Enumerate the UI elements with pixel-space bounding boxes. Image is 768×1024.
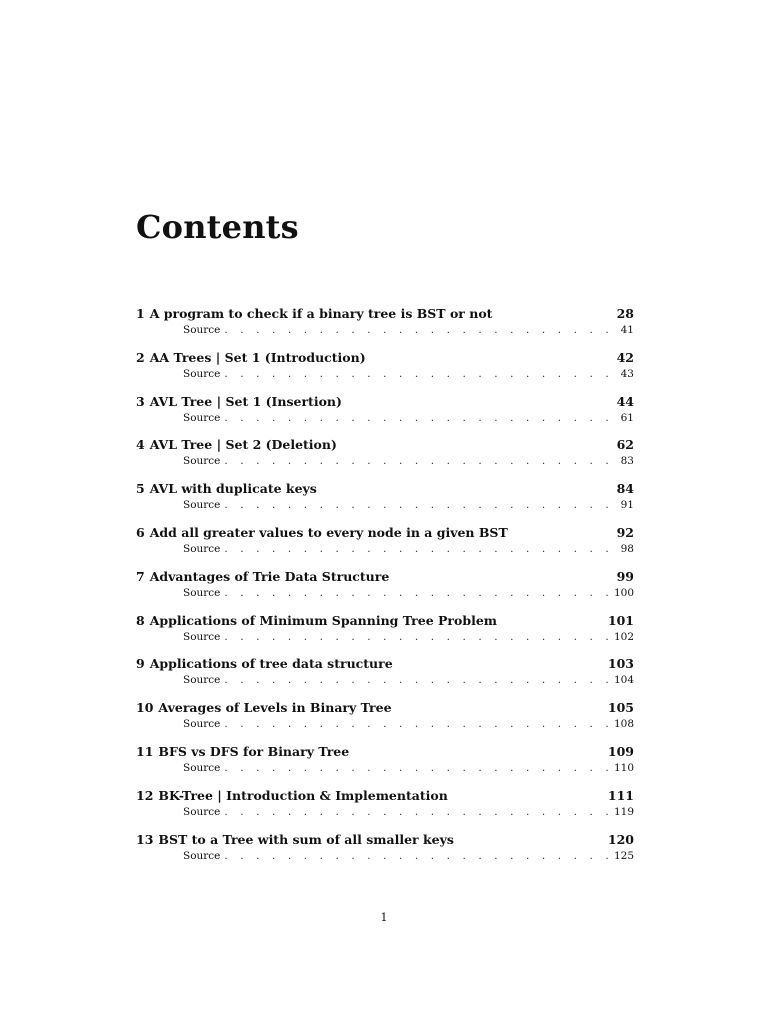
source-link[interactable]: [136, 542, 634, 556]
chapter-title: AVL with duplicate keys: [149, 481, 317, 497]
chapter-link[interactable]: [136, 393, 634, 411]
chapter-number: 13: [136, 831, 154, 847]
chapter-number: 8: [136, 612, 145, 628]
source-label: Source: [183, 411, 221, 424]
chapter-page-number: 84: [616, 481, 634, 497]
source-link[interactable]: [136, 630, 634, 644]
source-label: Source: [183, 630, 221, 643]
toc-entry: [136, 655, 634, 699]
source-page-number: 43: [620, 367, 634, 380]
chapter-link[interactable]: [136, 524, 634, 542]
toc-entry: [136, 436, 634, 480]
dot-leader: [224, 542, 617, 556]
chapter-title: Advantages of Trie Data Structure: [149, 568, 390, 584]
chapter-page-number: 44: [616, 393, 634, 409]
dot-leader: [224, 323, 617, 337]
chapter-link[interactable]: [136, 655, 634, 673]
chapter-page-number: 62: [616, 437, 634, 453]
table-of-contents: [136, 305, 634, 874]
source-link[interactable]: [136, 717, 634, 731]
source-page-number: 102: [613, 630, 634, 643]
source-label: Source: [183, 718, 221, 731]
source-page-number: 98: [620, 542, 634, 555]
chapter-title: Add all greater values to every node in a given BST: [149, 524, 508, 540]
source-label: Source: [183, 761, 221, 774]
dot-leader: [224, 586, 611, 600]
chapter-number: 6: [136, 524, 145, 540]
source-link[interactable]: [136, 805, 634, 819]
source-page-number: 100: [613, 586, 634, 599]
source-label: Source: [183, 586, 221, 599]
dot-leader: [224, 673, 611, 687]
source-page-number: 110: [613, 761, 634, 774]
chapter-page-number: 120: [607, 831, 634, 847]
chapter-link[interactable]: [136, 787, 634, 805]
chapter-link[interactable]: [136, 568, 634, 586]
chapter-heading: [136, 612, 497, 630]
chapter-title: AVL Tree | Set 1 (Insertion): [149, 393, 342, 409]
source-label: Source: [183, 499, 221, 512]
chapter-number: 1: [136, 306, 145, 321]
chapter-title: AA Trees | Set 1 (Introduction): [149, 349, 366, 365]
source-label: Source: [183, 849, 221, 862]
source-page-number: 41: [620, 324, 634, 336]
contents-heading: Contents: [136, 208, 299, 246]
dot-leader: [224, 717, 611, 731]
chapter-heading: [136, 393, 342, 411]
chapter-number: 12: [136, 787, 154, 803]
page-number: 1: [380, 911, 388, 924]
chapter-title: Averages of Levels in Binary Tree: [158, 700, 392, 716]
toc-entry: [136, 699, 634, 743]
chapter-page-number: 103: [607, 656, 634, 672]
dot-leader: [224, 411, 617, 425]
chapter-link[interactable]: [136, 699, 634, 717]
chapter-number: 11: [136, 743, 154, 759]
chapter-number: 10: [136, 700, 154, 716]
toc-entry: [136, 743, 634, 787]
source-link[interactable]: [136, 454, 634, 468]
dot-leader: [224, 805, 611, 819]
chapter-heading: [136, 436, 337, 454]
dot-leader: [224, 630, 611, 644]
chapter-heading: [136, 655, 393, 673]
toc-entry: [136, 349, 634, 393]
source-link[interactable]: [136, 367, 634, 381]
chapter-heading: [136, 568, 389, 586]
chapter-link[interactable]: [136, 349, 634, 367]
dot-leader: [224, 849, 611, 863]
dot-leader: [224, 761, 611, 775]
source-label: Source: [183, 674, 221, 687]
chapter-number: 9: [136, 656, 145, 672]
chapter-title: BST to a Tree with sum of all smaller keys: [158, 831, 454, 847]
dot-leader: [224, 454, 617, 468]
source-link[interactable]: [136, 849, 634, 863]
chapter-title: BFS vs DFS for Binary Tree: [158, 743, 350, 759]
source-label: Source: [183, 367, 221, 380]
chapter-heading: [136, 787, 448, 805]
chapter-page-number: 28: [616, 306, 634, 321]
source-label: Source: [183, 324, 221, 336]
source-page-number: 125: [613, 849, 634, 862]
chapter-page-number: 111: [607, 787, 634, 803]
chapter-heading: [136, 743, 349, 761]
toc-entry: [136, 787, 634, 831]
chapter-title: Applications of tree data structure: [149, 656, 393, 672]
toc-entry: [136, 524, 634, 568]
chapter-title: A program to check if a binary tree is BST or not: [149, 306, 493, 321]
source-label: Source: [183, 455, 221, 468]
chapter-link[interactable]: [136, 612, 634, 630]
toc-entry: [136, 612, 634, 656]
chapter-title: AVL Tree | Set 2 (Deletion): [149, 437, 337, 453]
chapter-heading: [136, 305, 492, 323]
toc-entry: [136, 480, 634, 524]
toc-entry: [136, 393, 634, 437]
toc-entry: [136, 831, 634, 875]
source-link[interactable]: [136, 586, 634, 600]
chapter-page-number: 109: [607, 743, 634, 759]
source-page-number: 104: [613, 674, 634, 687]
chapter-link[interactable]: [136, 743, 634, 761]
source-label: Source: [183, 542, 221, 555]
chapter-page-number: 42: [616, 349, 634, 365]
source-label: Source: [183, 805, 221, 818]
toc-entry: [136, 568, 634, 612]
chapter-heading: [136, 524, 508, 542]
toc-entry: [136, 305, 634, 349]
dot-leader: [224, 498, 617, 512]
chapter-number: 3: [136, 393, 145, 409]
chapter-heading: [136, 831, 454, 849]
chapter-number: 5: [136, 481, 145, 497]
chapter-link[interactable]: [136, 831, 634, 849]
chapter-title: BK-Tree | Introduction & Implementation: [158, 787, 448, 803]
chapter-page-number: 101: [607, 612, 634, 628]
chapter-page-number: 99: [616, 568, 634, 584]
chapter-heading: [136, 699, 392, 717]
source-page-number: 91: [620, 499, 634, 512]
chapter-title: Applications of Minimum Spanning Tree Problem: [149, 612, 498, 628]
source-page-number: 61: [620, 411, 634, 424]
chapter-page-number: 92: [616, 524, 634, 540]
source-page-number: 83: [620, 455, 634, 468]
chapter-heading: [136, 349, 366, 367]
chapter-link[interactable]: [136, 436, 634, 454]
chapter-heading: [136, 480, 317, 498]
chapter-number: 7: [136, 568, 145, 584]
chapter-number: 4: [136, 437, 145, 453]
source-link[interactable]: [136, 498, 634, 512]
chapter-link[interactable]: [136, 480, 634, 498]
source-page-number: 108: [613, 718, 634, 731]
dot-leader: [224, 367, 617, 381]
source-link[interactable]: [136, 323, 634, 337]
source-link[interactable]: [136, 673, 634, 687]
source-link[interactable]: [136, 411, 634, 425]
source-link[interactable]: [136, 761, 634, 775]
chapter-number: 2: [136, 349, 145, 365]
chapter-page-number: 105: [607, 700, 634, 716]
chapter-link[interactable]: [136, 305, 634, 323]
source-page-number: 119: [613, 805, 634, 818]
